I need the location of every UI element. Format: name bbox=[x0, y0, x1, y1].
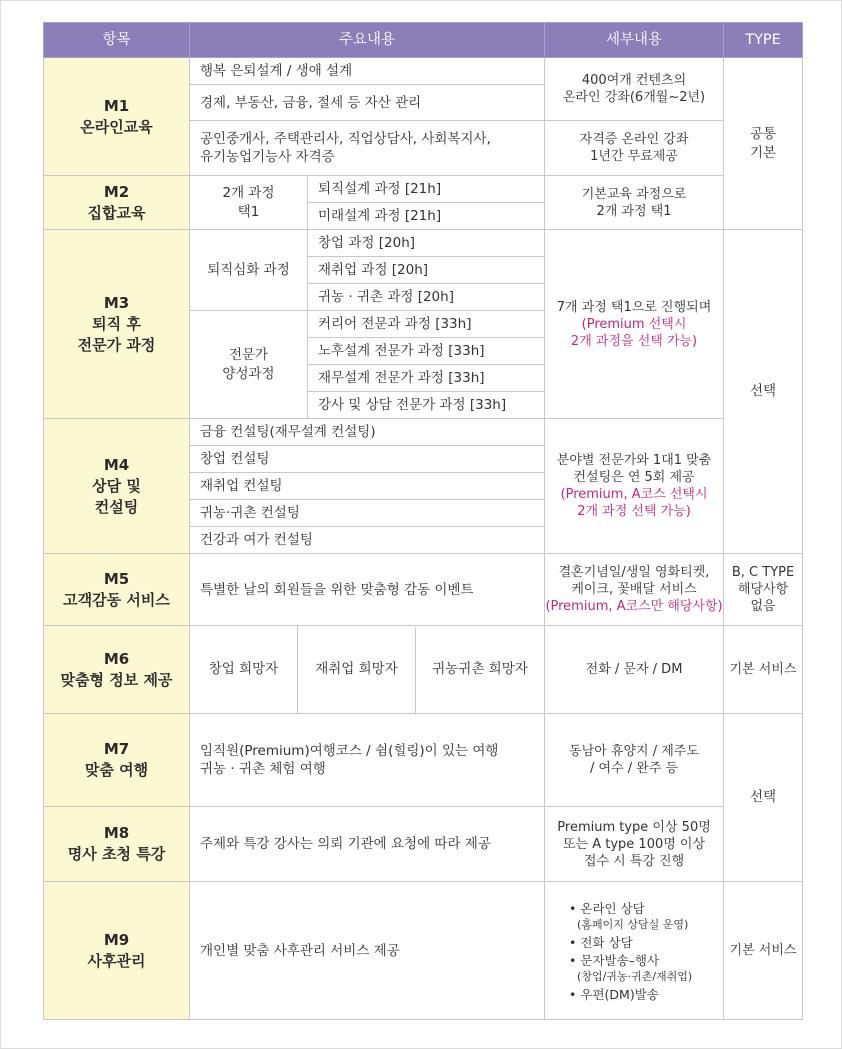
m3-label: M3 퇴직 후 전문가 과정 bbox=[44, 230, 190, 419]
m1-row: 공인중개사, 주택관리사, 직업상담사, 사회복지사, 유기농업기능사 자격증 bbox=[190, 121, 545, 176]
table-row bbox=[44, 626, 803, 714]
m2-choose: 2개 과정 택1 bbox=[190, 176, 308, 230]
m5-type: B, C TYPE 해당사항 없음 bbox=[724, 554, 803, 626]
m4-detail: 분야별 전문가와 1대1 맞춤 컨설팅은 연 5회 제공 (Premium, A코스 선택시 2개 과정 선택 가능) bbox=[545, 419, 724, 554]
m9-content: 개인별 맞춤 사후관리 서비스 제공 bbox=[190, 882, 545, 1020]
m3-group-1: 퇴직심화 과정 bbox=[190, 230, 308, 311]
m7-detail: 동남아 휴양지 / 제주도 / 여수 / 완주 등 bbox=[545, 714, 724, 807]
m2-course: 퇴직설계 과정 [21h] bbox=[308, 176, 545, 203]
m9-bullet: • 온라인 상담 bbox=[569, 900, 645, 916]
m7-content: 임직원(Premium)여행코스 / 쉼(힐링)이 있는 여행 귀농 · 귀촌 체험 여행 bbox=[190, 714, 545, 807]
table-row bbox=[44, 230, 803, 257]
m4-row: 재취업 컨설팅 bbox=[190, 473, 545, 500]
m3-course: 귀농 · 귀촌 과정 [20h] bbox=[308, 284, 545, 311]
m1-detail-2: 자격증 온라인 강좌 1년간 무료제공 bbox=[545, 121, 724, 176]
type-select: 선택 bbox=[724, 230, 803, 554]
m6-type: 기본 서비스 bbox=[724, 626, 803, 714]
m1-detail-1: 400여개 컨텐츠의 온라인 강좌(6개월~2년) bbox=[545, 58, 724, 121]
m4-row: 금융 컨설팅(재무설계 컨설팅) bbox=[190, 419, 545, 446]
m3-course: 재무설계 전문가 과정 [33h] bbox=[308, 365, 545, 392]
m8-content: 주제와 특강 강사는 의뢰 기관에 요청에 따라 제공 bbox=[190, 807, 545, 882]
m9-bullet-sub: (홈페이지 상담실 운영) bbox=[577, 917, 689, 931]
m2-course: 미래설계 과정 [21h] bbox=[308, 203, 545, 230]
table-row bbox=[44, 807, 803, 882]
m1-row: 행복 은퇴설계 / 생애 설계 bbox=[190, 58, 545, 85]
m8-detail: Premium type 이상 50명 또는 A type 100명 이상 접수 시 특강 진행 bbox=[545, 807, 724, 882]
m9-bullet: • 우편(DM)발송 bbox=[569, 986, 659, 1002]
m9-bullet: • 전화 상담 bbox=[569, 934, 633, 950]
m5-content: 특별한 날의 회원들을 위한 맞춤형 감동 이벤트 bbox=[190, 554, 545, 626]
m3-course: 커리어 전문과 과정 [33h] bbox=[308, 311, 545, 338]
table-row bbox=[44, 882, 803, 1020]
m3-course: 창업 과정 [20h] bbox=[308, 230, 545, 257]
m6-item: 재취업 희망자 bbox=[298, 627, 416, 713]
m4-row: 건강과 여가 컨설팅 bbox=[190, 527, 545, 554]
m2-detail: 기본교육 과정으로 2개 과정 택1 bbox=[545, 176, 724, 230]
m1-label: M1 온라인교육 bbox=[44, 58, 190, 176]
m3-group-2: 전문가 양성과정 bbox=[190, 311, 308, 419]
m9-bullet: • 문자발송–행사 bbox=[569, 952, 660, 968]
m3-detail: 7개 과정 택1으로 진행되며 (Premium 선택시 2개 과정을 선택 가능) bbox=[545, 230, 724, 419]
m3-course: 노후설계 전문가 과정 [33h] bbox=[308, 338, 545, 365]
m3-course: 재취업 과정 [20h] bbox=[308, 257, 545, 284]
table-row bbox=[44, 176, 803, 203]
m5-label: M5 고객감동 서비스 bbox=[44, 554, 190, 626]
m6-items bbox=[298, 626, 545, 714]
m5-detail: 결혼기념일/생일 영화티켓, 케이크, 꽃배달 서비스 (Premium, A코스만 해당사항) bbox=[545, 554, 724, 626]
m6-detail: 전화 / 문자 / DM bbox=[545, 626, 724, 714]
header-detail: 세부내용 bbox=[545, 23, 724, 58]
type-common: 공통 기본 bbox=[724, 58, 803, 230]
m9-bullet-sub: (창업/귀농·귀촌/재취업) bbox=[577, 969, 693, 983]
m9-label: M9 사후관리 bbox=[44, 882, 190, 1020]
m6-item: 귀농귀촌 희망자 bbox=[432, 661, 528, 677]
header-type: TYPE bbox=[724, 23, 803, 58]
m6-label: M6 맞춤형 정보 제공 bbox=[44, 626, 190, 714]
header-item: 항목 bbox=[44, 23, 190, 58]
m3-course: 강사 및 상담 전문가 과정 [33h] bbox=[308, 392, 545, 419]
type-select-2: 선택 bbox=[724, 714, 803, 882]
m9-bullets bbox=[545, 882, 724, 1020]
table-row bbox=[44, 554, 803, 626]
header-content: 주요내용 bbox=[190, 23, 545, 58]
table-row bbox=[44, 714, 803, 807]
m2-label: M2 집합교육 bbox=[44, 176, 190, 230]
m4-row: 귀농·귀촌 컨설팅 bbox=[190, 500, 545, 527]
m7-label: M7 맞춤 여행 bbox=[44, 714, 190, 807]
m1-row: 경제, 부동산, 금융, 절세 등 자산 관리 bbox=[190, 85, 545, 121]
table-header-row bbox=[44, 23, 803, 58]
m9-type: 기본 서비스 bbox=[724, 882, 803, 1020]
m6-item: 창업 희망자 bbox=[190, 626, 298, 714]
table-row bbox=[44, 419, 803, 446]
m4-label: M4 상담 및 컨설팅 bbox=[44, 419, 190, 554]
m8-label: M8 명사 초청 특강 bbox=[44, 807, 190, 882]
program-table bbox=[43, 22, 803, 1020]
table-row bbox=[44, 58, 803, 85]
m4-row: 창업 컨설팅 bbox=[190, 446, 545, 473]
